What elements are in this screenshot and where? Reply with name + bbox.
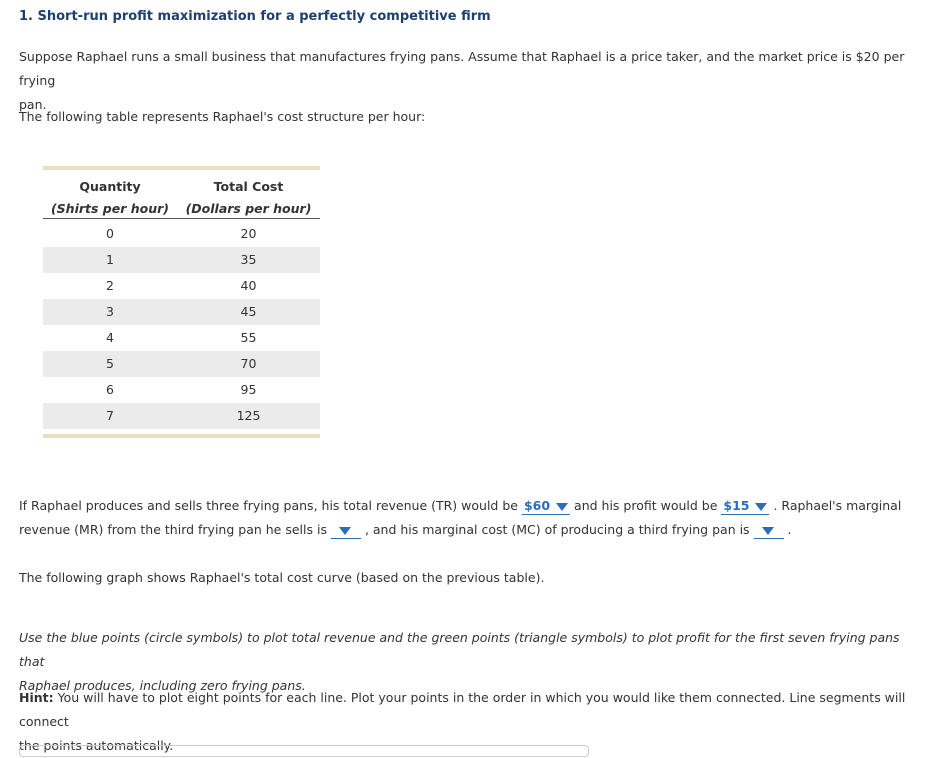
cell-quantity: 5 (106, 356, 114, 371)
dropdown-arrow-icon (762, 527, 774, 535)
cell-quantity: 4 (106, 330, 114, 345)
header-quantity: Quantity (79, 179, 141, 194)
hint-line-1 (19, 686, 924, 734)
instruction-line-1: Use the blue points (circle symbols) to plot total revenue and the green points (triangle symbols) to plot profit for the first seven frying pans that (19, 630, 900, 669)
hint-text-1: You will have to plot eight points for each line. Plot your points in the order in which you would like them connected. Line segments will connect (19, 690, 906, 729)
question-text-part1: If Raphael produces and sells three frying pans, his total revenue (TR) would be (19, 498, 518, 513)
marginal-cost-dropdown[interactable] (754, 522, 784, 539)
cell-total-cost: 70 (240, 356, 257, 371)
dropdown-arrow-icon (556, 503, 568, 511)
marginal-revenue-dropdown[interactable] (331, 522, 361, 539)
question-line-2 (19, 518, 924, 542)
cell-total-cost: 45 (240, 304, 257, 319)
header-quantity-unit: (Shirts per hour) (50, 201, 170, 216)
table-row (43, 273, 320, 299)
table-row (43, 299, 320, 325)
question-paragraph (19, 494, 924, 542)
instruction-line-2: Raphael produces, including zero frying pans. (19, 678, 306, 693)
dropdown-arrow-icon (339, 527, 351, 535)
question-text-part3: . Raphael's marginal (773, 498, 902, 513)
cell-total-cost: 40 (240, 278, 257, 293)
profit-value: $15 (723, 498, 750, 513)
question-title: 1. Short-run profit maximization for a perfectly competitive firm (19, 9, 491, 24)
cell-quantity: 6 (106, 382, 114, 397)
question-text-part4: revenue (MR) from the third frying pan he sells is (19, 522, 327, 537)
cell-quantity: 2 (106, 278, 114, 293)
table-top-rule (43, 166, 320, 170)
cell-total-cost: 95 (240, 382, 257, 397)
table-row (43, 221, 320, 247)
cell-total-cost: 55 (240, 330, 257, 345)
graph-intro: The following graph shows Raphael's total cost curve (based on the previous table). (19, 570, 545, 585)
total-revenue-dropdown[interactable] (522, 498, 570, 515)
question-line-1 (19, 494, 924, 518)
question-text-part6: . (787, 522, 792, 537)
dropdown-arrow-icon (755, 503, 767, 511)
cell-quantity: 0 (106, 226, 114, 241)
header-total-cost-unit: (Dollars per hour) (185, 201, 312, 216)
graph-container (19, 745, 589, 757)
table-row (43, 351, 320, 377)
table-bottom-rule (43, 434, 320, 438)
question-text-part5: , and his marginal cost (MC) of producing a third frying pan is (364, 522, 750, 537)
table-intro: The following table represents Raphael's cost structure per hour: (19, 109, 426, 124)
intro-line-2: pan. (19, 97, 47, 112)
table-row (43, 377, 320, 403)
header-divider (43, 218, 320, 219)
cell-quantity: 1 (106, 252, 114, 267)
intro-line-1: Suppose Raphael runs a small business that manufactures frying pans. Assume that Raphael is a price taker, and the market price is $20 per frying (19, 49, 905, 88)
table-row (43, 325, 320, 351)
table-row (43, 247, 320, 273)
cell-total-cost: 20 (240, 226, 257, 241)
question-text-part2: and his profit would be (574, 498, 718, 513)
cell-quantity: 3 (106, 304, 114, 319)
total-revenue-value: $60 (523, 498, 551, 513)
table-row (43, 403, 320, 429)
hint-line-2: the points automatically. (19, 738, 174, 753)
profit-dropdown[interactable] (721, 498, 769, 515)
hint-label: Hint: (19, 690, 54, 705)
cell-total-cost: 35 (240, 252, 257, 267)
cell-quantity: 7 (106, 408, 114, 423)
cell-total-cost: 125 (236, 408, 261, 423)
header-total-cost: Total Cost (213, 179, 284, 194)
